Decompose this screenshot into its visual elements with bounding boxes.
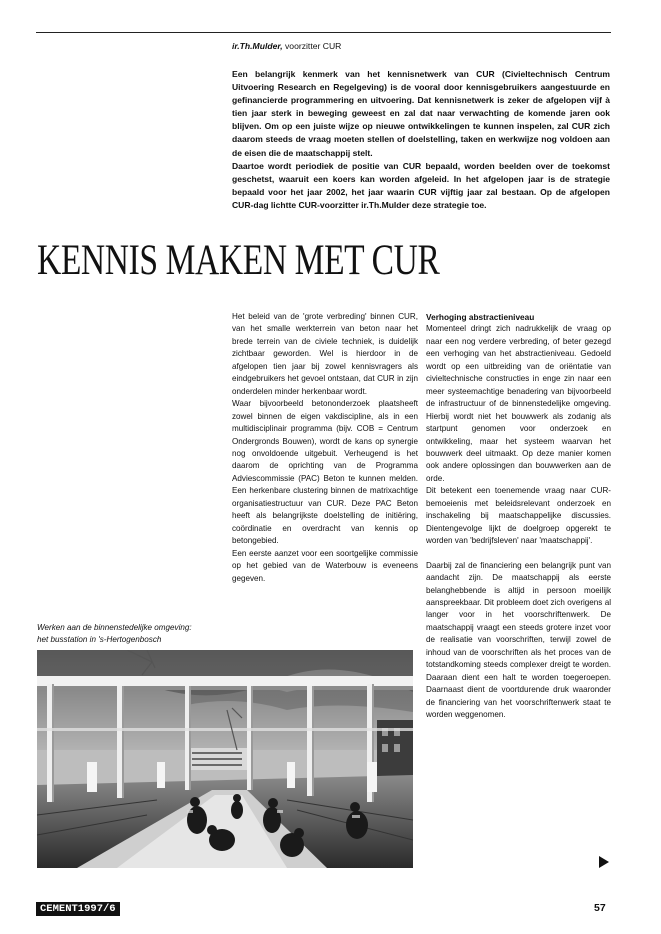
caption-line: het busstation in 's-Hertogenbosch [37,635,162,645]
caption-line: Werken aan de binnenstedelijke omgeving: [37,623,192,632]
photo-caption [37,622,227,647]
body-paragraph: Een eerste aanzet voor een soortgelijke commissie op het gebied van de Waterbouw is eveneens gegeven. [232,548,418,583]
top-rule [36,32,611,33]
section-heading: Verhoging abstractieniveau [426,312,535,322]
body-paragraph: Het beleid van de 'grote verbreding' binnen CUR, van het smalle werkterrein van beton naar het brede terrein van de civiele techniek, is duidelijk zichtbaar geworden. Wel is hierdoor in de afgelopen tien jaar bij zowel kennisvragers als eindgebruikers het gevoel ontstaan, dat CUR in zijn onderdelen minder herkenbaar wordt. [232,312,418,396]
article-headline: KENNIS MAKEN MET CUR [37,237,440,284]
author-role: voorzitter CUR [282,41,342,51]
body-paragraph: Waar bijvoorbeeld betononderzoek plaatsheeft zowel binnen de eigen vakdiscipline, als in een multidisciplinair programma (bijv. COB = Centrum Ondergronds Bouwen), wordt de kans op synergie nog onvoldoende uitgebuit. Verheugend is het daarom de oprichting van de Programma Adviescommissie (PAC) Beton te kunnen melden. Een herkenbare clustering binnen de matrixachtige organisatiestructuur van CUR. Deze PAC Beton heeft als belangrijkste doelstelling de initiëring, coördinatie en overdracht van kennis op betongebied. [232,399,418,546]
byline [232,41,341,51]
paragraph-gap [426,548,611,560]
intro-lead [232,68,610,212]
author-name: ir.Th.Mulder, [232,41,283,51]
bus-station-photo [37,650,413,868]
body-paragraph: Daarbij zal de financiering een belangrijk punt van aandacht zijn. De maatschappij als eerste belanghebbende is altijd in persoon moeilijk aanspreekbaar. Dit probleem doet zich overigens al langer voor in het voorschriftenwerk. De maatschappij vraagt een steeds grotere inzet voor de realisatie van voorschriften, terwijl zowel de inhoud van de voorschriften als het proces van de totstandkoming steeds complexer dreigt te worden. Daaraan dient een halt te worden toegeroepen. Daarnaast dient de voortdurende druk waaronder de financiering van het voorschriftenwerk staat te worden weggenomen. [426,560,611,720]
page-number: 57 [594,902,606,914]
journal-label: CEMENT1997/6 [36,902,120,916]
column-right [426,311,611,722]
next-page-arrow-icon [599,856,609,868]
column-left [232,311,418,585]
intro-paragraph: Daartoe wordt periodiek de positie van CUR bepaald, worden beelden over de toekomst geschetst, waaruit een koers kan worden afgeleid. In het afgelopen jaar is de strategie bepaald voor het jaar 2002, het jaar waarin CUR vijftig jaar zal bestaan. Op de afgelopen CUR-dag lichtte CUR-voorzitter ir.Th.Mulder deze strategie toe. [232,160,610,210]
body-paragraph: Dit betekent een toenemende vraag naar CUR-bemoeienis met beleidsrelevant onderzoek en inschakeling bij maatschappelijke discussies. Dientengevolge lijkt de doelgroep opgerekt te worden van 'bedrijfsleven' naar 'maatschappij'. [426,486,611,546]
intro-paragraph: Een belangrijk kenmerk van het kennisnetwerk van CUR (Civieltechnisch Centrum Uitvoering Research en Regelgeving) is de vooral door kennisgebruikers aangestuurde en gefinancierde programmering en uitvoering. Dat kennisnetwerk is zeker de afgelopen vijf à tien jaar sterk in beweging geweest en zal dat naar verwachting de komende jaren ook blijven. Om op een juiste wijze op nieuwe ontwikkelingen te kunnen inspelen, zal CUR zich daarom steeds de vraag moeten stellen of doelstelling, taken en werkwijze nog voldoen aan de eisen die de maatschappij stelt. [232,69,610,158]
body-paragraph: Momenteel dringt zich nadrukkelijk de vraag op naar een nog verdere verbreding, of beter gezegd een verhoging van het abstractieniveau. Gedoeld wordt op een uitbreiding van de oriëntatie van civieltechnische constructies in enge zin naar een meer systeemachtige benadering van bijvoorbeeld de infrastructuur of de binnenstedelijke omgeving. Hierbij wordt niet het bouwwerk als zodanig als startpunt genomen voor onderzoek en ontwikkeling, maar het systeem waarvan het bouwwerk deel uitmaakt. Op deze manier komen ook andere oplossingen dan bouwwerken aan de orde. [426,324,611,483]
